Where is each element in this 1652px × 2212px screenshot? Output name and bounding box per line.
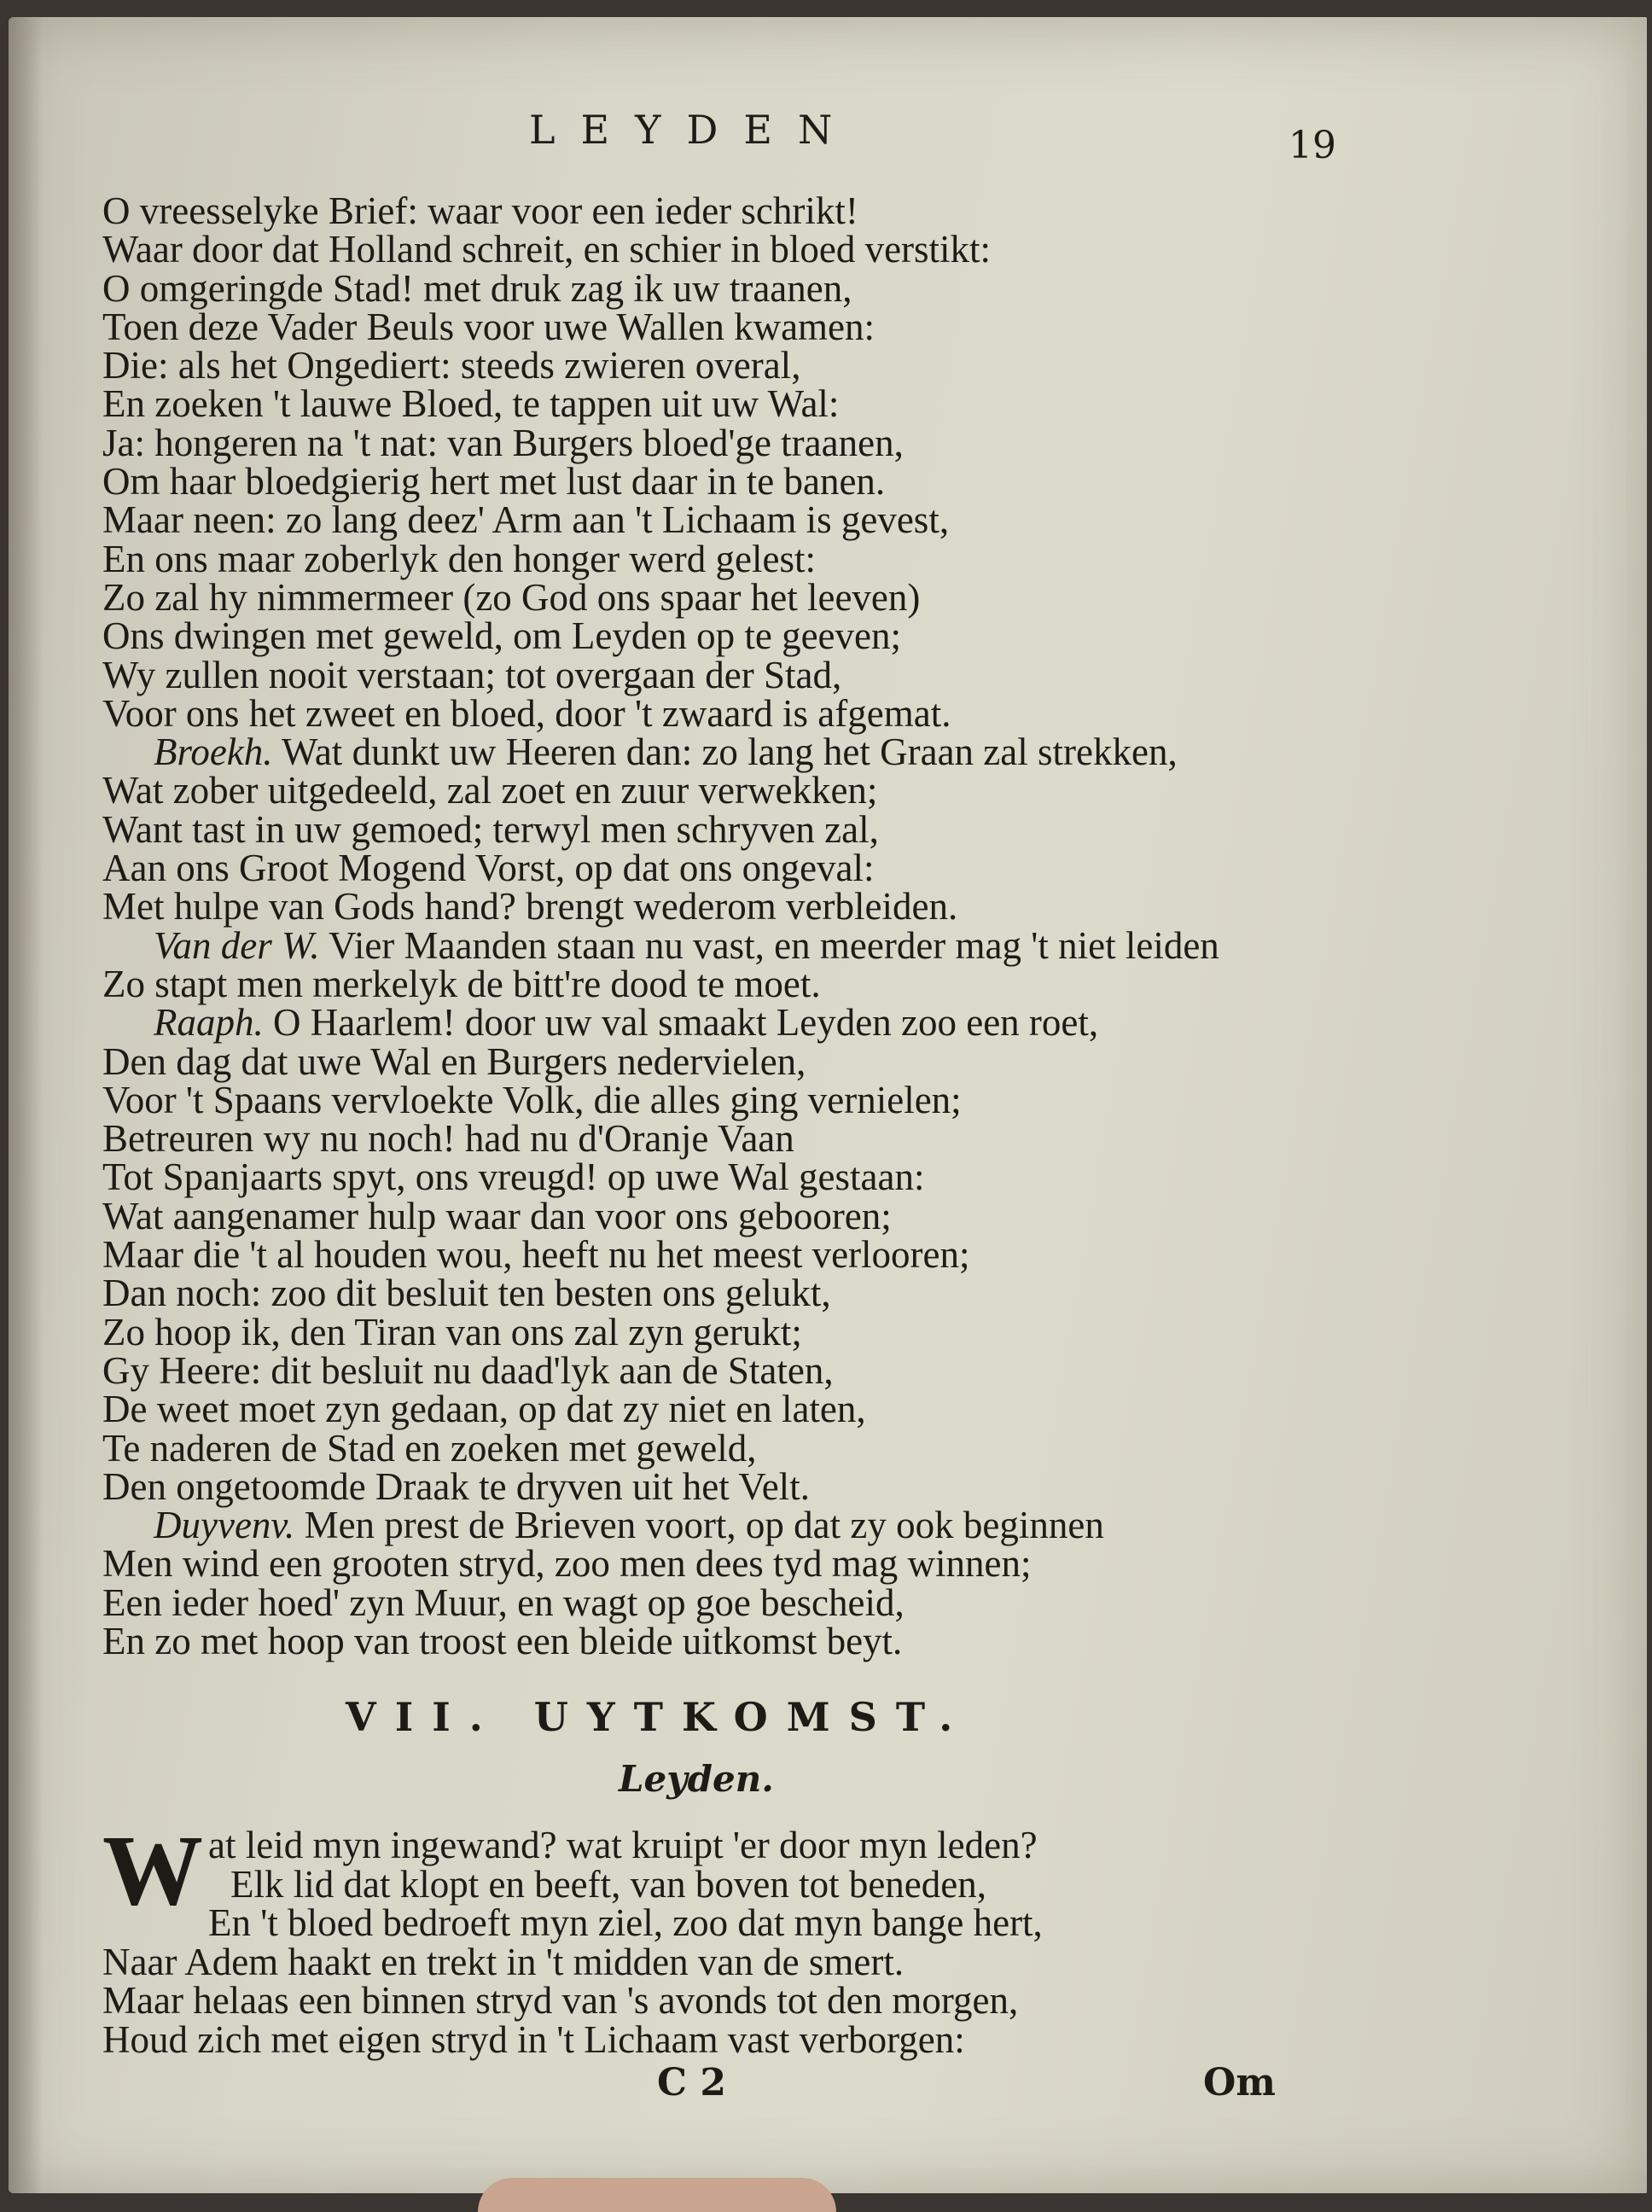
signature-mark: C 2 <box>657 2061 726 2104</box>
verse-line: En 't bloed bedroeft myn ziel, zoo dat myn bange hert, <box>208 1901 1043 1944</box>
verse-line <box>102 614 1323 658</box>
verse-text: Zo zal hy nimmermeer (zo God ons spaar het leeven) <box>102 575 921 619</box>
verse-text: Maar neen: zo lang deez' Arm aan 't Lichaam is gevest, <box>102 498 950 542</box>
section-title: VII. UYTKOMST. <box>346 1694 972 1740</box>
verse-text: O Haarlem! door uw val smaakt Leyden zoo een roet, <box>263 1001 1099 1045</box>
verse-text: Vier Maanden staan nu vast, en meerder mag 't niet leiden <box>319 923 1219 967</box>
verse-text: Om haar bloedgierig hert met lust daar in te banen. <box>102 460 886 504</box>
verse-line <box>102 1274 1323 1313</box>
verse-text: En zoeken 't lauwe Bloed, te tappen uit uw Wal: <box>102 382 840 426</box>
verse-line <box>102 1426 1323 1470</box>
verse-line <box>102 962 1323 1005</box>
verse-line: Maar helaas een binnen stryd van 's avonds tot den morgen, <box>102 1979 1019 2022</box>
verse-text: En ons maar zoberlyk den honger werd gelest: <box>102 537 816 580</box>
page-number: 19 <box>1288 124 1336 167</box>
verse-line <box>102 771 1323 810</box>
verse-line <box>102 1464 1323 1508</box>
verse-line <box>102 923 1323 967</box>
verse-text: O vreesselyke Brief: waar voor een ieder schrikt! <box>102 189 858 232</box>
verse-text: Men wind een grooten stryd, zoo men dees tyd mag winnen; <box>102 1542 1032 1586</box>
verse-line <box>102 1580 1323 1624</box>
verse-text: Den dag dat uwe Wal en Burgers nedervielen, <box>102 1039 806 1083</box>
verse-line <box>102 1348 1323 1392</box>
verse-line <box>102 1001 1323 1045</box>
verse-block <box>102 189 1323 1662</box>
verse-line <box>102 266 1323 310</box>
verse-text: Wy zullen nooit verstaan; tot overgaan der Stad, <box>102 653 842 696</box>
verse-text: Met hulpe van Gods hand? brengt wederom verbleiden. <box>102 885 958 928</box>
running-head: LEYDEN <box>529 107 858 153</box>
verse-line <box>102 807 1323 851</box>
speaker-name: Van der W. <box>154 923 320 967</box>
verse-text: Zo hoop ik, den Tiran van ons zal zyn gerukt; <box>102 1310 802 1353</box>
verse-line <box>102 731 1323 774</box>
verse-text: Toen deze Vader Beuls voor uwe Wallen kwamen: <box>102 305 875 348</box>
verse-text: Die: als het Ongediert: steeds zwieren overal, <box>102 344 801 387</box>
verse-line <box>102 346 1323 385</box>
verse-line <box>102 498 1323 542</box>
verse-text: Voor ons het zweet en bloed, door 't zwaard is afgemat. <box>102 691 951 735</box>
verse-text: Wat aangenamer hulp waar dan voor ons gebooren; <box>102 1194 892 1237</box>
verse-text: Ons dwingen met geweld, om Leyden op te geeven; <box>102 614 901 658</box>
verse-line <box>102 1039 1323 1083</box>
verse-line: Elk lid dat klopt en beeft, van boven tot beneden, <box>230 1862 987 1906</box>
verse-text: Betreuren wy nu noch! had nu d'Oranje Vaan <box>102 1117 794 1161</box>
section-speaker: Leyden. <box>619 1758 774 1800</box>
verse-line <box>102 1194 1323 1237</box>
verse-text: Men prest de Brieven voort, op dat zy ook beginnen <box>294 1504 1104 1547</box>
verse-line <box>102 305 1323 348</box>
verse-text: Zo stapt men merkelyk de bitt're dood te moet. <box>102 962 821 1005</box>
verse-line <box>102 575 1323 619</box>
verse-text: O omgeringde Stad! met druk zag ik uw traanen, <box>102 266 852 310</box>
verse-line <box>102 230 1323 269</box>
verse-line <box>102 1310 1323 1353</box>
verse-line: at leid myn ingewand? wat kruipt 'er door myn leden? <box>208 1824 1038 1866</box>
verse-text: Den ongetoomde Draak te dryven uit het Velt. <box>102 1464 810 1508</box>
verse-line <box>102 189 1323 232</box>
verse-text: Aan ons Groot Mogend Vorst, op dat ons ongeval: <box>102 847 875 890</box>
page-gutter <box>9 17 43 2193</box>
verse-line: Naar Adem haakt en trekt in 't midden van de smert. <box>102 1940 905 1983</box>
book-page <box>9 17 1647 2193</box>
verse-text: Een ieder hoed' zyn Muur, en wagt op goe bescheid, <box>102 1580 905 1624</box>
verse-text: Ja: hongeren na 't nat: van Burgers bloed'ge traanen, <box>102 421 904 464</box>
verse-text: Voor 't Spaans vervloekte Volk, die alles ging vernielen; <box>102 1078 962 1121</box>
verse-text: Tot Spanjaarts spyt, ons vreugd! op uwe Wal gestaan: <box>102 1155 925 1199</box>
verse-line <box>102 1506 1323 1545</box>
verse-line <box>102 885 1323 928</box>
thumb-at-page-edge <box>478 2178 836 2212</box>
verse-line <box>102 537 1323 580</box>
verse-line <box>102 421 1323 464</box>
catchword: Om <box>1203 2061 1276 2104</box>
speaker-name: Raaph. <box>154 1001 264 1045</box>
verse-text: Maar die 't al houden wou, heeft nu het meest verlooren; <box>102 1233 970 1277</box>
verse-text: Wat zober uitgedeeld, zal zoet en zuur verwekken; <box>102 769 878 812</box>
verse-line: Houd zich met eigen stryd in 't Lichaam vast verborgen: <box>102 2017 965 2061</box>
verse-line <box>102 382 1323 426</box>
verse-line <box>102 1390 1323 1429</box>
verse-text: Wat dunkt uw Heeren dan: zo lang het Graan zal strekken, <box>272 731 1178 774</box>
speaker-name: Duyvenv. <box>154 1504 295 1547</box>
verse-text: De weet moet zyn gedaan, op dat zy niet en laten, <box>102 1388 866 1431</box>
verse-text: Waar door dat Holland schreit, en schier in bloed verstikt: <box>102 228 992 271</box>
verse-text: En zo met hoop van troost een bleide uitkomst beyt. <box>102 1619 903 1662</box>
verse-block-2 <box>102 1814 1323 2061</box>
verse-text: Te naderen de Stad en zoeken met geweld, <box>102 1426 757 1470</box>
verse-text: Gy Heere: dit besluit nu daad'lyk aan de Staten, <box>102 1348 834 1392</box>
verse-line <box>102 460 1323 504</box>
verse-line <box>102 1155 1323 1199</box>
verse-line <box>102 653 1323 696</box>
verse-line <box>102 691 1323 735</box>
drop-cap: W <box>102 1814 203 1926</box>
verse-line <box>102 849 1323 888</box>
verse-text: Want tast in uw gemoed; terwyl men schryven zal, <box>102 807 879 851</box>
verse-line <box>102 1619 1323 1662</box>
verse-line <box>102 1542 1323 1586</box>
verse-text: Dan noch: zoo dit besluit ten besten ons gelukt, <box>102 1272 831 1315</box>
verse-line <box>102 1117 1323 1161</box>
verse-line <box>102 1078 1323 1121</box>
verse-line <box>102 1233 1323 1277</box>
speaker-name: Broekh. <box>154 731 273 774</box>
